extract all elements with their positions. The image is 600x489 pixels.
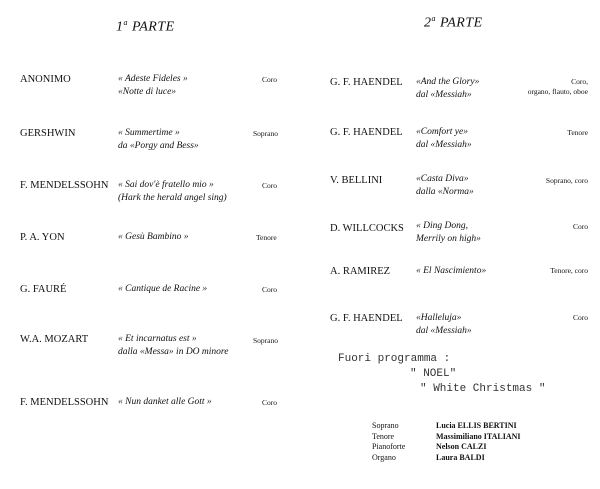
voice: Coro — [262, 75, 277, 84]
composer: G. FAURÉ — [20, 284, 67, 295]
voice: Soprano — [253, 129, 278, 138]
performer-role: Soprano — [372, 421, 399, 430]
voice: Coro — [262, 285, 277, 294]
piece-title: « Sai dov'è fratello mio » (Hark the herald angel sing) — [118, 180, 227, 203]
piece-title: «Comfort ye» dal «Messiah» — [416, 127, 472, 150]
composer: F. MENDELSSOHN — [20, 397, 109, 408]
voice: Tenore — [256, 233, 277, 242]
fuori-label: Fuori programma : — [338, 353, 451, 365]
voice: Coro — [573, 313, 588, 322]
piece-title: « El Nascimiento» — [416, 266, 487, 276]
fuori-item: " White Christmas " — [420, 383, 546, 395]
piece-title: « Nun danket alle Gott » — [118, 397, 212, 407]
composer: ANONIMO — [20, 74, 71, 85]
voice: Tenore, coro — [550, 266, 588, 275]
performer-name: Lucia ELLIS BERTINI — [436, 421, 517, 430]
performer-name: Laura BALDI — [436, 452, 485, 462]
composer: F. MENDELSSOHN — [20, 180, 109, 191]
performer-role: Organo — [372, 452, 396, 462]
fuori-item: " NOEL" — [410, 368, 457, 380]
voice: Soprano — [253, 336, 278, 345]
piece-title: «Casta Diva» dalla «Norma» — [416, 174, 474, 197]
performer-name: Nelson CALZI — [436, 442, 487, 451]
piece-title: « Gesù Bambino » — [118, 232, 189, 242]
piece-title: « Adeste Fideles » «Notte di luce» — [118, 74, 188, 97]
performer-role: Pianoforte — [372, 442, 406, 451]
composer: P. A. YON — [20, 232, 65, 243]
composer: GERSHWIN — [20, 128, 76, 139]
composer: G. F. HAENDEL — [330, 127, 403, 138]
voice: Coro, organo, flauto, oboe — [527, 77, 588, 96]
composer: A. RAMIREZ — [330, 266, 391, 277]
performer-role: Tenore — [372, 431, 395, 441]
part1-heading: 1$^a$ PARTE — [116, 18, 175, 35]
piece-title: « Ding Dong, Merrily on high» — [416, 221, 481, 244]
voice: Coro — [573, 222, 588, 231]
composer: W.A. MOZART — [20, 334, 89, 345]
composer: G. F. HAENDEL — [330, 313, 403, 324]
piece-title: « Summertime » da «Porgy and Bess» — [118, 128, 199, 151]
piece-title: «And the Glory» dal «Messiah» — [416, 77, 480, 100]
composer: D. WILLCOCKS — [330, 223, 404, 234]
piece-title: « Cantique de Racine » — [118, 284, 208, 294]
composer: G. F. HAENDEL — [330, 77, 403, 88]
voice: Soprano, coro — [545, 176, 588, 185]
part2-heading: 2$^a$ PARTE — [424, 14, 483, 31]
piece-title: « Et incarnatus est » dalla «Messa» in DO minore — [118, 334, 229, 357]
composer: V. BELLINI — [330, 175, 383, 186]
performers-roles — [372, 421, 405, 463]
piece-title: «Halleluja» dal «Messiah» — [416, 313, 472, 336]
performers-names — [436, 421, 521, 463]
voice: Coro — [262, 398, 277, 407]
voice: Coro — [262, 181, 277, 190]
voice: Tenore — [567, 128, 588, 137]
performer-name: Massimiliano ITALIANI — [436, 431, 521, 441]
